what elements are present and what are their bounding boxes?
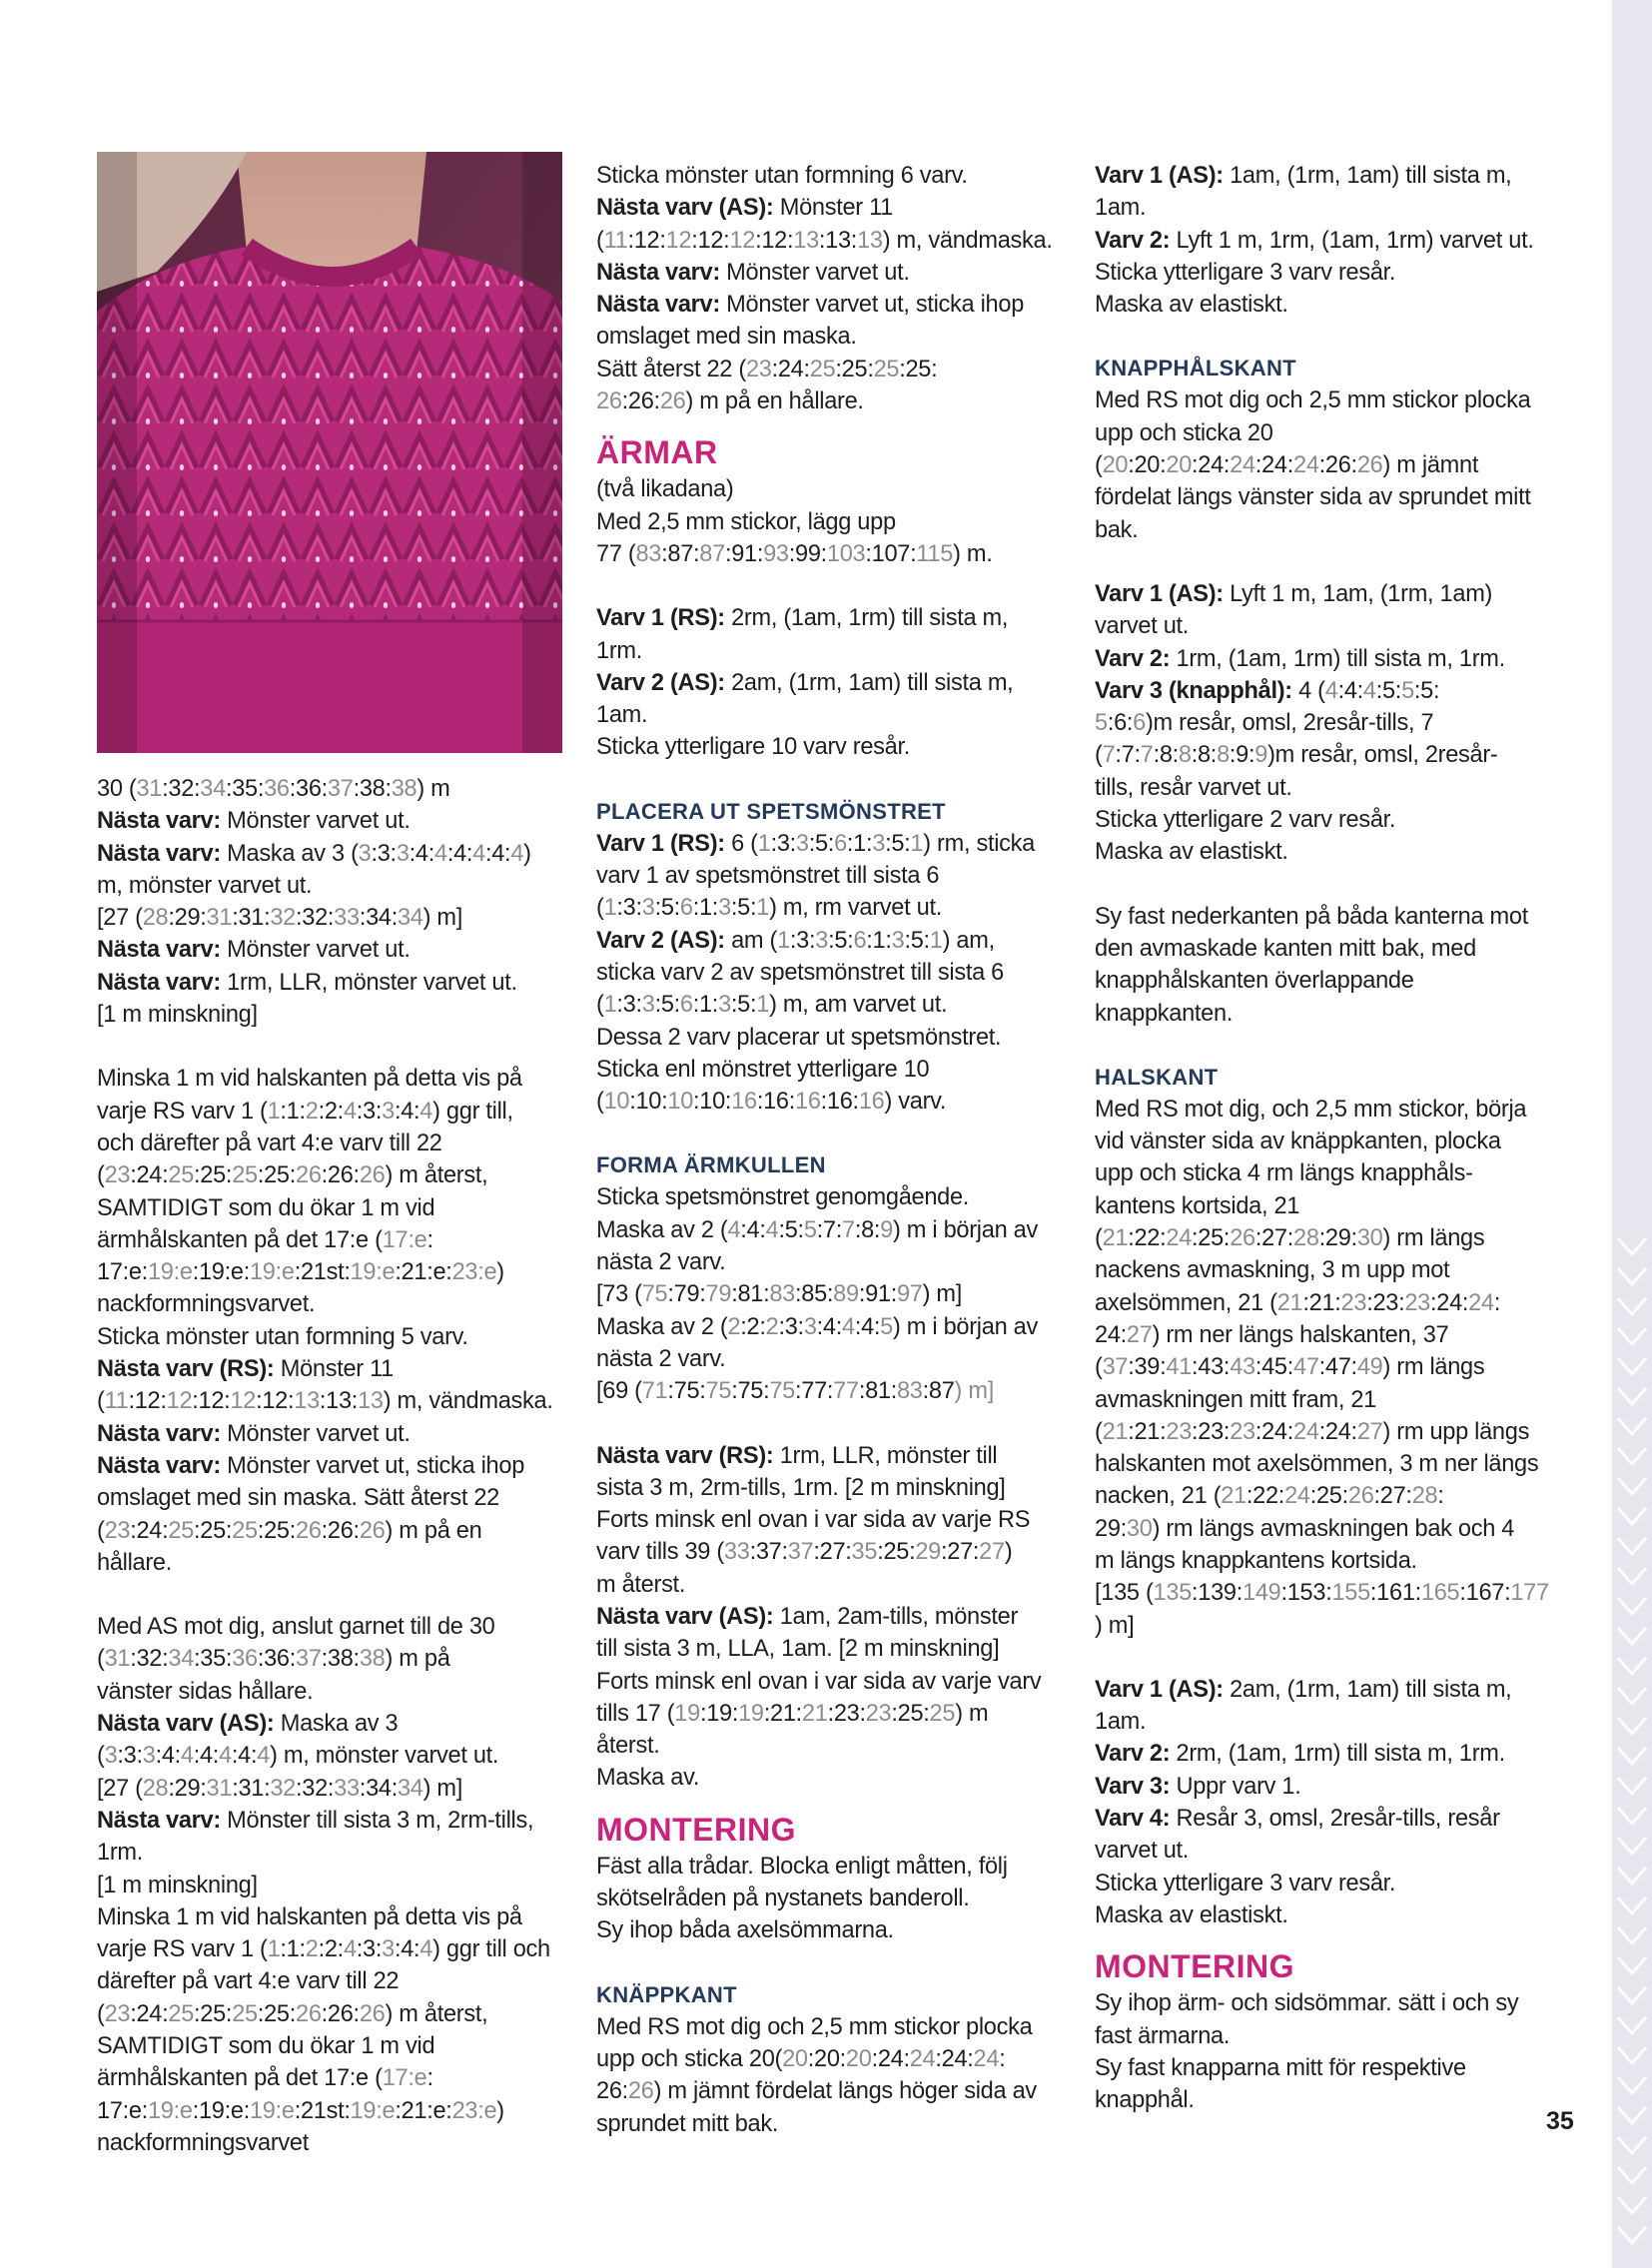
instruction-line: och därefter på vart 4:e varv till 22: [97, 1130, 442, 1156]
instruction-line: Maska av elastiskt.: [1095, 839, 1288, 866]
column-3: [1095, 160, 1564, 2116]
instruction-line: den avmaskade kanten mitt bak, med: [1095, 935, 1476, 962]
instruction-line: 1rm.: [596, 637, 642, 664]
paragraph-gap: [1095, 1642, 1564, 1674]
instruction-line: Varv 3 (knapphål): 4 (4:4:4:5:5:5:: [1095, 677, 1440, 704]
instruction-line: 77 (83:87:87:91:93:99:103:107:115) m.: [596, 540, 993, 567]
instruction-line: Nästa varv: 1rm, LLR, mönster varvet ut.: [97, 969, 517, 996]
instruction-line: nästa 2 varv.: [596, 1249, 726, 1276]
subsection-heading: KNÄPPKANT: [596, 1981, 737, 2007]
section-heading: MONTERING: [596, 1811, 797, 1848]
instruction-line: Sy fast nederkanten på båda kanterna mot: [1095, 903, 1528, 930]
instruction-line: 17:e:19:e:19:e:19:e:21st:19:e:21:e:23:e): [97, 1259, 504, 1286]
instruction-line: 5:6:6)m resår, omsl, 2resår-tills, 7: [1095, 710, 1434, 737]
instruction-line: Sticka mönster utan formning 6 varv.: [596, 163, 968, 189]
instruction-line: varvet ut.: [1095, 613, 1190, 640]
instruction-line: Varv 2 (AS): 2am, (1rm, 1am) till sista m,: [596, 669, 1014, 696]
instruction-line: Varv 1 (AS): 2am, (1rm, 1am) till sista m,: [1095, 1676, 1512, 1703]
instruction-line: Nästa varv (AS): 1am, 2am-tills, mönster: [596, 1603, 1019, 1630]
column-2: [596, 160, 1066, 2140]
instruction-line: Minska 1 m vid halskanten på detta vis på: [97, 1903, 522, 1930]
instruction-line: Varv 2 (AS): am (1:3:3:5:6:1:3:5:1) am,: [596, 927, 995, 954]
instruction-line: vid vänster sida av knäppkanten, plocka: [1095, 1129, 1501, 1155]
instruction-line: fast ärmarna.: [1095, 2022, 1231, 2049]
instruction-line: (23:24:25:25:25:25:26:26:26) m återst,: [97, 2000, 488, 2027]
instruction-line: 26:26:26) m på en hållare.: [596, 388, 864, 415]
instruction-line: Nästa varv: Mönster varvet ut, sticka ihop: [97, 1452, 525, 1479]
paragraph-gap: [596, 764, 1066, 796]
instruction-line: Varv 3: Uppr varv 1.: [1095, 1773, 1301, 1800]
instruction-line: hållare.: [97, 1549, 172, 1576]
instruction-line: Forts minsk enl ovan i var sida av varje RS: [596, 1507, 1031, 1534]
instruction-line: 1am.: [1095, 195, 1147, 222]
paragraph-gap: [596, 1947, 1066, 1979]
instruction-line: (31:32:34:35:36:36:37:38:38) m på: [97, 1646, 450, 1673]
instruction-line: skötselråden på nystanets banderoll.: [596, 1886, 970, 1912]
instruction-line: 24:27) rm ner längs halskanten, 37: [1095, 1321, 1449, 1348]
instruction-line: Sy ihop båda axelsömmarna.: [596, 1917, 894, 1944]
instruction-line: (23:24:25:25:25:25:26:26:26) m på en: [97, 1517, 482, 1544]
instruction-line: Sy ihop ärm- och sidsömmar. sätt i och sy: [1095, 1990, 1519, 2017]
instruction-line: (11:12:12:12:12:12:13:13:13) m, vändmaska.: [596, 227, 1053, 254]
instruction-line: knappkanten.: [1095, 1000, 1234, 1027]
instruction-line: till sista 3 m, LLA, 1am. [2 m minskning]: [596, 1636, 1000, 1663]
instruction-line: sista 3 m, 2rm-tills, 1rm. [2 m minskning]: [596, 1474, 1006, 1501]
instruction-line: ärmhålskanten på det 17:e (17:e:: [97, 1226, 433, 1253]
instruction-line: knapphål.: [1095, 2087, 1195, 2114]
instruction-line: sticka varv 2 av spetsmönstret till sista 6: [596, 959, 1004, 986]
instruction-line: Varv 2: 1rm, (1am, 1rm) till sista m, 1rm.: [1095, 645, 1505, 672]
instruction-line: nacken, 21 (21:22:24:25:26:27:28:: [1095, 1483, 1444, 1510]
instruction-line: vänster sidas hållare.: [97, 1678, 314, 1705]
instruction-line: Nästa varv: Mönster till sista 3 m, 2rm-tills,: [97, 1807, 534, 1834]
section-heading: MONTERING: [1095, 1948, 1295, 1985]
instruction-line: 30 (31:32:34:35:36:36:37:38:38) m: [97, 776, 450, 802]
instruction-line: (1:3:3:5:6:1:3:5:1) m, rm varvet ut.: [596, 895, 942, 922]
subsection-heading: KNAPPHÅLSKANT: [1095, 356, 1296, 381]
instruction-line: Nästa varv: Maska av 3 (3:3:3:4:4:4:4:4:4): [97, 840, 531, 867]
instruction-line: 1am.: [1095, 1709, 1147, 1736]
instruction-line: bak.: [1095, 516, 1139, 543]
paragraph-gap: [596, 570, 1066, 602]
instruction-line: (11:12:12:12:12:12:13:13:13) m, vändmaska.: [97, 1388, 553, 1415]
instruction-line: Varv 1 (RS): 2rm, (1am, 1rm) till sista m,: [596, 605, 1009, 632]
instruction-line: 17:e:19:e:19:e:19:e:21st:19:e:21:e:23:e): [97, 2097, 504, 2124]
instruction-line: Nästa varv (RS): 1rm, LLR, mönster till: [596, 1442, 998, 1469]
instruction-line: SAMTIDIGT som du ökar 1 m vid: [97, 1194, 435, 1221]
instruction-line: upp och sticka 4 rm längs knapphåls-: [1095, 1160, 1473, 1187]
instruction-line: omslaget med sin maska. Sätt återst 22: [97, 1485, 499, 1512]
instruction-line: halskanten mot axelsömmen, 3 m ner längs: [1095, 1451, 1539, 1478]
instruction-line: knapphålskanten överlappande: [1095, 968, 1414, 995]
instruction-line: Med AS mot dig, anslut garnet till de 30: [97, 1614, 495, 1641]
decorative-side-strip: [1612, 0, 1652, 2268]
instruction-line: (10:10:10:10:16:16:16:16:16) varv.: [596, 1089, 947, 1116]
instruction-line: [1 m minskning]: [97, 1002, 258, 1029]
instruction-line: (21:22:24:25:26:27:28:29:30) rm längs: [1095, 1225, 1485, 1252]
instruction-line: 26:26) m jämnt fördelat längs höger sida av: [596, 2078, 1037, 2105]
instruction-line: sprundet mitt bak.: [596, 2110, 779, 2137]
subsection-heading: PLACERA UT SPETSMÖNSTRET: [596, 798, 946, 824]
instruction-line: m, mönster varvet ut.: [97, 872, 313, 899]
instruction-line: fördelat längs vänster sida av sprundet mitt: [1095, 484, 1531, 511]
instruction-line: Varv 1 (AS): 1am, (1rm, 1am) till sista m,: [1095, 163, 1512, 189]
instruction-line: (7:7:7:8:8:8:8:9:9)m resår, omsl, 2resår-: [1095, 742, 1498, 769]
paragraph-gap: [1095, 869, 1564, 901]
instruction-line: Minska 1 m vid halskanten på detta vis på: [97, 1066, 522, 1093]
instruction-line: [1 m minskning]: [97, 1872, 258, 1898]
instruction-line: ärmhålskanten på det 17:e (17:e:: [97, 2065, 433, 2092]
instruction-line: varv tills 39 (33:37:37:27:35:25:29:27:27): [596, 1539, 1013, 1566]
page-number: 35: [1546, 2107, 1574, 2135]
instruction-line: Sätt återst 22 (23:24:25:25:25:25:: [596, 356, 938, 382]
instruction-line: m längs knappkantens kortsida.: [1095, 1547, 1417, 1574]
subsection-heading: HALSKANT: [1095, 1064, 1219, 1090]
instruction-line: 29:30) rm längs avmaskningen bak och 4: [1095, 1515, 1515, 1542]
instruction-line: nackformningsvarvet: [97, 2129, 309, 2156]
instruction-line: 1rm.: [97, 1840, 143, 1867]
instruction-line: Sy fast knapparna mitt för respektive: [1095, 2054, 1466, 2081]
sweater-photo: [97, 152, 562, 753]
instruction-line: (21:21:23:23:23:24:24:24:27) rm upp längs: [1095, 1418, 1530, 1445]
instruction-line: tills, resår varvet ut.: [1095, 774, 1292, 801]
instruction-line: Sticka enl mönstret ytterligare 10: [596, 1056, 930, 1083]
paragraph-gap: [596, 1118, 1066, 1149]
instruction-line: [27 (28:29:31:31:32:32:33:34:34) m]: [97, 1775, 463, 1802]
instruction-line: m återst.: [596, 1571, 686, 1598]
instruction-line: tills 17 (19:19:19:21:21:23:23:25:25) m: [596, 1700, 989, 1727]
instruction-line: (37:39:41:43:43:45:47:47:49) rm längs: [1095, 1354, 1485, 1381]
instruction-line: Fäst alla trådar. Blocka enligt måtten, följ: [596, 1853, 1008, 1880]
paragraph-gap: [1095, 321, 1564, 353]
instruction-line: Nästa varv: Mönster varvet ut.: [596, 259, 910, 286]
instruction-line: avmaskningen mitt fram, 21: [1095, 1386, 1376, 1413]
instruction-line: Maska av elastiskt.: [1095, 292, 1288, 319]
instruction-line: kantens kortsida, 21: [1095, 1192, 1300, 1219]
instruction-line: [69 (71:75:75:75:75:77:77:81:83:87) m]: [596, 1378, 994, 1405]
paragraph-gap: [596, 1408, 1066, 1440]
instruction-line: Varv 4: Resår 3, omsl, 2resår-tills, resår: [1095, 1806, 1500, 1833]
instruction-line: Med 2,5 mm stickor, lägg upp: [596, 508, 896, 535]
instruction-line: Nästa varv: Mönster varvet ut.: [97, 808, 411, 835]
instruction-line: (två likadana): [596, 476, 734, 503]
instruction-line: (20:20:20:24:24:24:24:26:26) m jämnt: [1095, 452, 1479, 479]
instruction-line: Maska av 2 (4:4:4:5:5:7:7:8:9) m i början av: [596, 1216, 1038, 1243]
instruction-line: Forts minsk enl ovan i var sida av varje varv: [596, 1668, 1042, 1695]
paragraph-gap: [97, 1031, 566, 1063]
instruction-line: därefter på vart 4:e varv till 22: [97, 1968, 400, 1995]
instruction-line: Nästa varv (AS): Mönster 11: [596, 195, 893, 222]
paragraph-gap: [1095, 546, 1564, 578]
paragraph-gap: [97, 1579, 566, 1611]
instruction-line: Sticka spetsmönstret genomgående.: [596, 1184, 970, 1211]
instruction-line: [73 (75:79:79:81:83:85:89:91:97) m]: [596, 1281, 963, 1308]
instruction-line: SAMTIDIGT som du ökar 1 m vid: [97, 2032, 435, 2059]
instruction-line: (23:24:25:25:25:25:26:26:26) m återst,: [97, 1162, 488, 1189]
instruction-line: Varv 2: 2rm, (1am, 1rm) till sista m, 1rm.: [1095, 1741, 1505, 1768]
instruction-line: Sticka ytterligare 2 varv resår.: [1095, 807, 1396, 834]
instruction-line: Sticka ytterligare 3 varv resår.: [1095, 1870, 1396, 1896]
instruction-line: [27 (28:29:31:31:32:32:33:34:34) m]: [97, 905, 463, 932]
instruction-line: ) m]: [1095, 1612, 1135, 1639]
instruction-line: Maska av elastiskt.: [1095, 1901, 1288, 1928]
instruction-line: (3:3:3:4:4:4:4:4:4) m, mönster varvet ut.: [97, 1743, 499, 1770]
paragraph-gap: [1095, 1030, 1564, 1062]
instruction-line: Nästa varv (RS): Mönster 11: [97, 1356, 394, 1383]
instruction-line: axelsömmen, 21 (21:21:23:23:23:24:24:: [1095, 1289, 1501, 1316]
instruction-line: nackformningsvarvet.: [97, 1291, 316, 1318]
instruction-line: Varv 1 (RS): 6 (1:3:3:5:6:1:3:5:1) rm, sticka: [596, 830, 1035, 857]
instruction-line: varvet ut.: [1095, 1838, 1190, 1865]
subsection-heading: FORMA ÄRMKULLEN: [596, 1152, 826, 1178]
column-1: [97, 773, 566, 2159]
instruction-line: (1:3:3:5:6:1:3:5:1) m, am varvet ut.: [596, 992, 948, 1019]
instruction-line: Nästa varv: Mönster varvet ut, sticka ihop: [596, 292, 1025, 319]
instruction-line: varje RS varv 1 (1:1:2:2:4:3:3:4:4) ggr till,: [97, 1098, 513, 1125]
instruction-line: [135 (135:139:149:153:155:161:165:167:177: [1095, 1580, 1549, 1607]
instruction-line: Med RS mot dig, och 2,5 mm stickor, börja: [1095, 1096, 1527, 1123]
instruction-line: Sticka ytterligare 10 varv resår.: [596, 734, 910, 761]
instruction-line: Dessa 2 varv placerar ut spetsmönstret.: [596, 1024, 1002, 1051]
instruction-line: Varv 2: Lyft 1 m, 1rm, (1am, 1rm) varvet ut.: [1095, 227, 1534, 254]
instruction-line: 1am.: [596, 702, 648, 729]
instruction-line: Nästa varv: Mönster varvet ut.: [97, 937, 411, 964]
instruction-line: nästa 2 varv.: [596, 1345, 726, 1372]
instruction-line: Sticka mönster utan formning 5 varv.: [97, 1323, 468, 1350]
instruction-line: Maska av.: [596, 1765, 700, 1792]
instruction-line: Sticka ytterligare 3 varv resår.: [1095, 259, 1396, 286]
section-heading: ÄRMAR: [596, 434, 718, 471]
instruction-line: upp och sticka 20(20:20:20:24:24:24:24:: [596, 2045, 1006, 2072]
instruction-line: omslaget med sin maska.: [596, 324, 857, 351]
instruction-line: Nästa varv: Mönster varvet ut.: [97, 1420, 411, 1447]
instruction-line: Med RS mot dig och 2,5 mm stickor plocka: [596, 2013, 1033, 2040]
instruction-line: Nästa varv (AS): Maska av 3: [97, 1711, 399, 1738]
instruction-line: Maska av 2 (2:2:2:3:3:4:4:4:5) m i början av: [596, 1313, 1038, 1340]
instruction-line: Varv 1 (AS): Lyft 1 m, 1am, (1rm, 1am): [1095, 580, 1493, 607]
instruction-line: varv 1 av spetsmönstret till sista 6: [596, 863, 940, 890]
instruction-line: upp och sticka 20: [1095, 419, 1273, 446]
instruction-line: nackens avmaskning, 3 m upp mot: [1095, 1257, 1450, 1284]
instruction-line: varje RS varv 1 (1:1:2:2:4:3:3:4:4) ggr till och: [97, 1936, 550, 1963]
instruction-line: Med RS mot dig och 2,5 mm stickor plocka: [1095, 387, 1531, 414]
instruction-line: återst.: [596, 1733, 660, 1760]
